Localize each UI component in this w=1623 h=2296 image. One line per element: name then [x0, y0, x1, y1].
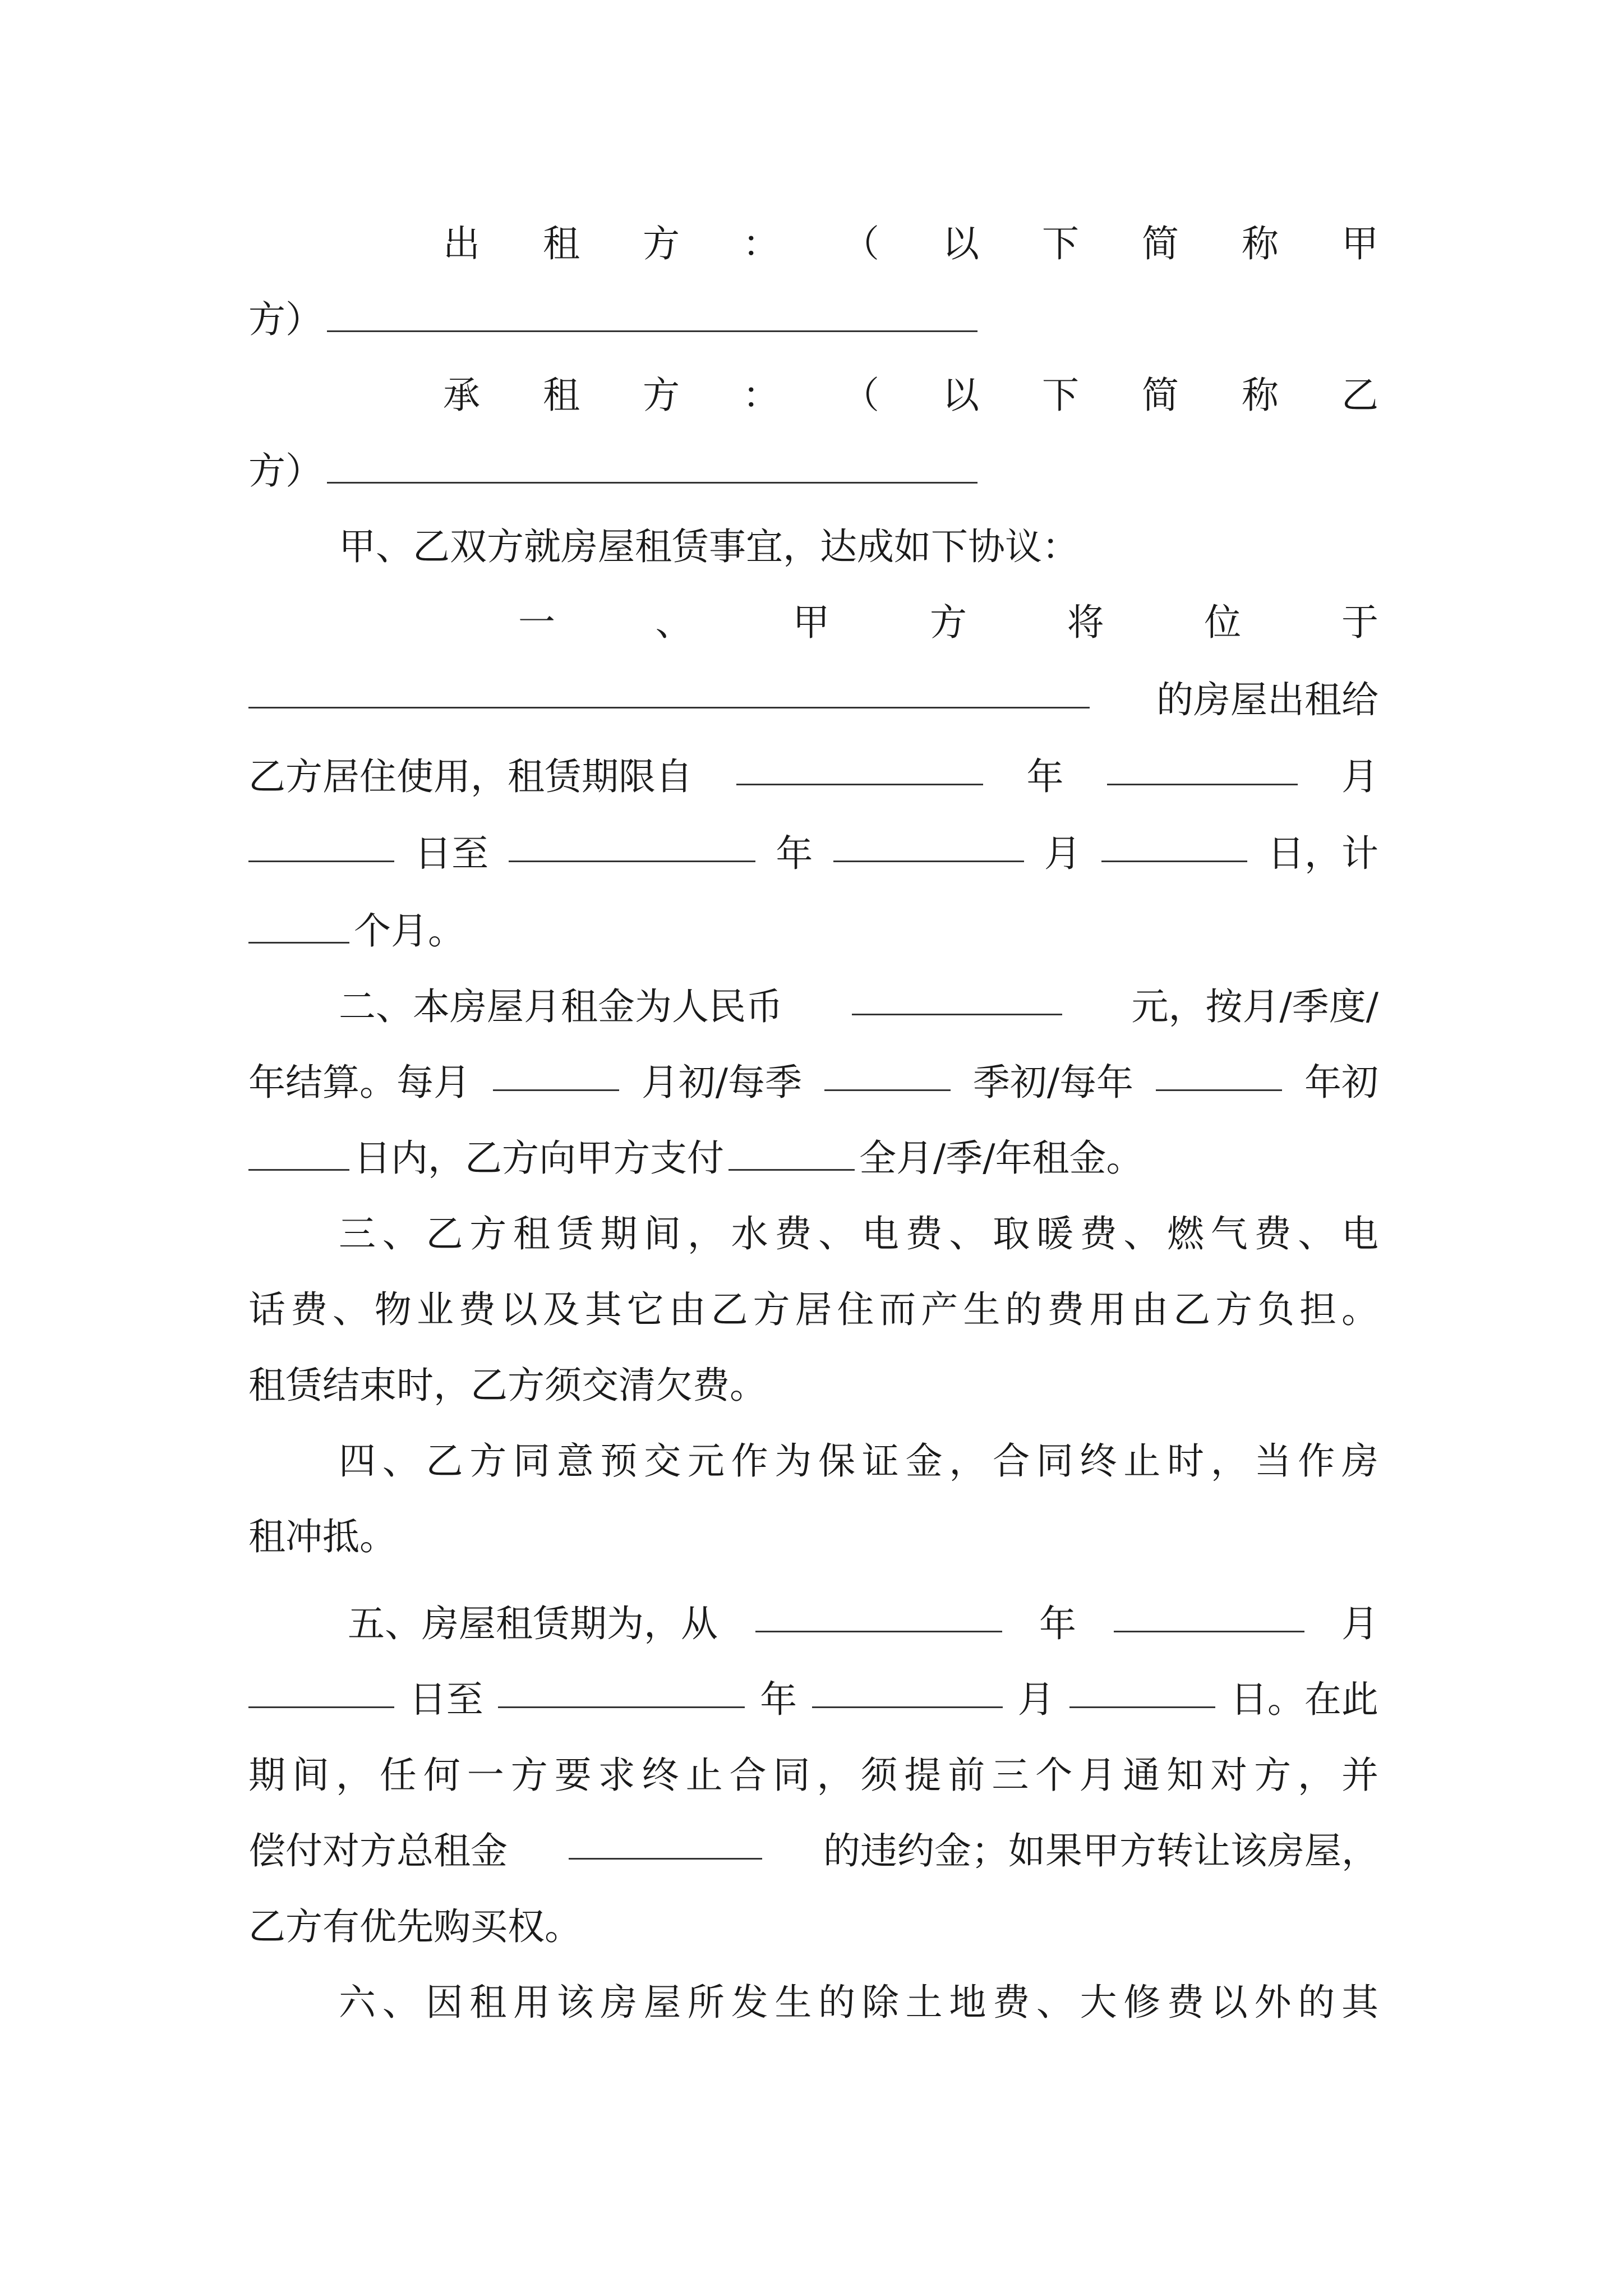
lease-end-day-blank[interactable]: [1069, 1672, 1215, 1708]
clause1-line4: [248, 826, 1378, 882]
lease-start-day-blank[interactable]: [248, 1672, 394, 1708]
clause1-text: 年: [1026, 755, 1064, 798]
end-day-blank[interactable]: [1101, 826, 1247, 862]
char: 方: [643, 374, 680, 417]
clause1-text: 乙方居住使用，租赁期限自: [248, 755, 693, 798]
clause3-line2: [248, 1282, 1378, 1338]
clause5-text: 偿付对方总租金: [248, 1829, 508, 1872]
clause3-line1: [339, 1206, 1378, 1262]
clause1-text: 日，计: [1267, 832, 1378, 875]
lessor-name-line: [248, 292, 1378, 348]
penalty-amount-blank[interactable]: [569, 1823, 762, 1860]
lessee-suffix: 方）: [248, 449, 322, 493]
clause3-text: 租赁结束时，乙方须交清欠费。: [248, 1364, 767, 1407]
clause4-line2: [248, 1509, 1378, 1565]
clause2-text: 全月/季/年租金。: [859, 1137, 1144, 1180]
char: 下: [1042, 222, 1079, 265]
clause1-text: 年: [776, 832, 813, 875]
end-month-blank[interactable]: [833, 826, 1024, 862]
clause6-text: 六、因租用该房屋所发生的除土地费、大修费以外的其: [339, 1981, 1378, 2024]
char: 称: [1242, 222, 1279, 265]
clause2-text: 季初/每年: [972, 1061, 1134, 1104]
char: 承: [443, 374, 480, 417]
intro-line: [339, 519, 1378, 575]
lessee-name-blank[interactable]: [327, 447, 978, 484]
clause4-text: 四、乙方同意预交元作为保证金，合同终止时，当作房: [339, 1439, 1378, 1483]
clause5-text: 乙方有优先购买权。: [248, 1905, 582, 1948]
monthly-due-blank[interactable]: [493, 1055, 619, 1091]
quarterly-due-blank[interactable]: [824, 1055, 951, 1091]
clause3-text: 话费、物业费以及其它由乙方居住而产生的费用由乙方负担。: [248, 1288, 1378, 1331]
char: 以: [942, 222, 979, 265]
char: 方: [643, 222, 680, 265]
clause2-text: 元，按月/季度/: [1131, 985, 1378, 1028]
char: 甲: [792, 601, 830, 644]
property-location-blank[interactable]: [248, 672, 1090, 708]
total-months-blank[interactable]: [248, 907, 349, 944]
lease-start-month-blank[interactable]: [1114, 1596, 1304, 1632]
char: （: [842, 374, 879, 417]
clause1-line1: [518, 595, 1378, 651]
yearly-due-blank[interactable]: [1156, 1055, 1282, 1091]
clause3-text: 三、乙方租赁期间，水费、电费、取暖费、燃气费、电: [339, 1212, 1378, 1255]
clause2-text: 日内，乙方向甲方支付: [354, 1137, 724, 1180]
start-year-blank[interactable]: [736, 749, 983, 785]
char: 将: [1067, 601, 1104, 644]
lessor-name-blank[interactable]: [327, 296, 978, 332]
lessor-suffix: 方）: [248, 298, 322, 341]
payment-days-blank[interactable]: [248, 1134, 349, 1171]
char: 、: [655, 601, 693, 644]
clause1-line5: [248, 903, 1378, 959]
lessee-name-line: [248, 443, 1378, 499]
char: 以: [942, 374, 979, 417]
clause5-text: 的违约金；如果甲方转让该房屋，: [823, 1829, 1378, 1872]
clause5-text: 日至: [409, 1678, 483, 1721]
char: 下: [1042, 374, 1079, 417]
clause2-text: 年初: [1304, 1061, 1378, 1104]
clause5-line1: [348, 1596, 1378, 1652]
clause5-line2: [248, 1672, 1378, 1728]
clause1-text: 的房屋出租给: [1156, 678, 1378, 721]
char: ：: [743, 374, 780, 417]
clause4-text: 租冲抵。: [248, 1515, 396, 1558]
clause1-text: 月: [1341, 755, 1378, 798]
intro-text: 甲、乙双方就房屋租赁事宜，达成如下协议：: [339, 525, 1079, 568]
end-year-blank[interactable]: [509, 826, 755, 862]
clause5-text: 日。在此: [1230, 1678, 1378, 1721]
clause5-text: 年: [1039, 1602, 1076, 1645]
clause5-line3: [248, 1747, 1378, 1803]
clause5-text: 月: [1341, 1602, 1378, 1645]
char: 一: [518, 601, 555, 644]
payment-amount-blank[interactable]: [728, 1134, 855, 1171]
clause1-line2: [248, 672, 1378, 728]
clause1-text: 月: [1044, 832, 1081, 875]
lease-end-year-blank[interactable]: [498, 1672, 745, 1708]
char: （: [842, 222, 879, 265]
char: 位: [1204, 601, 1242, 644]
clause1-text: 个月。: [354, 909, 465, 953]
clause6-line1: [339, 1975, 1378, 2031]
clause2-line3: [248, 1130, 1378, 1186]
start-day-blank[interactable]: [248, 826, 394, 862]
clause1-text: 日至: [414, 832, 489, 875]
char: 简: [1142, 222, 1179, 265]
char: 乙: [1341, 374, 1378, 417]
char: 甲: [1341, 222, 1378, 265]
clause5-text: 期间，任何一方要求终止合同，须提前三个月通知对方，并: [248, 1754, 1378, 1797]
clause5-line5: [248, 1899, 1378, 1955]
char: 租: [543, 374, 580, 417]
char: 租: [543, 222, 580, 265]
lease-end-month-blank[interactable]: [812, 1672, 1003, 1708]
clause5-text: 五、房屋租赁期为，从: [348, 1602, 718, 1645]
clause1-line3: [248, 749, 1378, 805]
lessee-label-line: [443, 367, 1378, 424]
char: 简: [1142, 374, 1179, 417]
char: 出: [443, 222, 480, 265]
clause5-text: 年: [760, 1678, 797, 1721]
clause2-text: 月初/每季: [641, 1061, 803, 1104]
clause2-text: 二、本房屋月租金为人民币: [339, 985, 783, 1028]
clause2-line1: [339, 979, 1378, 1035]
char: 于: [1341, 601, 1378, 644]
clause2-line2: [248, 1055, 1378, 1111]
char: 称: [1242, 374, 1279, 417]
clause2-text: 年结算。每月: [248, 1061, 471, 1104]
clause5-text: 月: [1017, 1678, 1055, 1721]
clause3-line3: [248, 1358, 1378, 1414]
lease-start-year-blank[interactable]: [755, 1596, 1002, 1632]
start-month-blank[interactable]: [1107, 749, 1298, 785]
clause5-line4: [248, 1823, 1378, 1879]
char: ：: [743, 222, 780, 265]
lessor-label-line: [443, 216, 1378, 272]
clause4-line1: [339, 1433, 1378, 1489]
char: 方: [929, 601, 967, 644]
monthly-rent-blank[interactable]: [852, 979, 1062, 1015]
